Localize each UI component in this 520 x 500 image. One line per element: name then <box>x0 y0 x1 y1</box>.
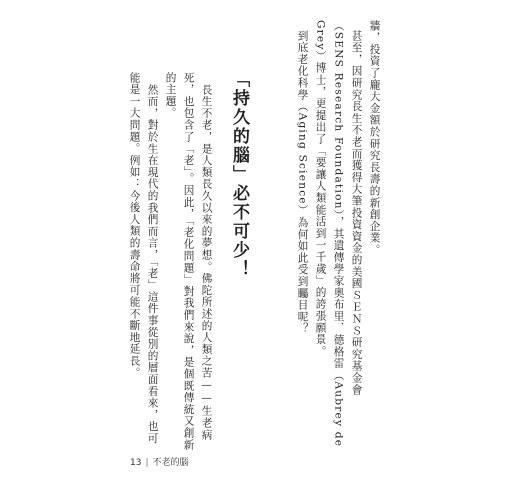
text-column-2: 甚至，因研究長生不老而獲得大筆投資資金的美國ＳＥＮＳ研究基金會 <box>350 30 363 396</box>
text-column-9: 然而，對於生在現代的我們而言，「老」這件事從別的層面看來，也可 <box>146 84 159 445</box>
section-heading: 「持久的腦」必不可少！ <box>229 70 249 279</box>
text-column-8: 的主題。 <box>164 72 177 120</box>
text-column-5: 到底老化科學（Aging Science）為何如此受到矚目呢？ <box>296 30 309 335</box>
text-column-4: Grey）博士，更提出了「要讓人類能活到一千歲」的誇張願景。 <box>314 20 327 358</box>
book-title: 不老的腦 <box>152 458 189 468</box>
text-column-7: 死，也包含了「老」。因此，「老化問題」對我們來說，是個既傳統又創新 <box>182 72 195 451</box>
text-column-3: （SENS Research Foundation），其遺傳學家奧布里．德格雷（Aubrey de <box>332 20 345 448</box>
text-column-1: 牆，投資了龐大金額於研究長壽的新創企業。 <box>368 20 381 256</box>
folio-divider: | <box>145 458 149 468</box>
page-footer <box>130 455 189 468</box>
page-number: 13 <box>130 458 142 468</box>
text-column-6: 長生不老，是人類長久以來的夢想。佛陀所述的人類之苦——生老病 <box>200 84 213 441</box>
text-column-10: 能是一大問題。例如：今後人類的壽命將可能不斷地延長。 <box>128 72 141 379</box>
